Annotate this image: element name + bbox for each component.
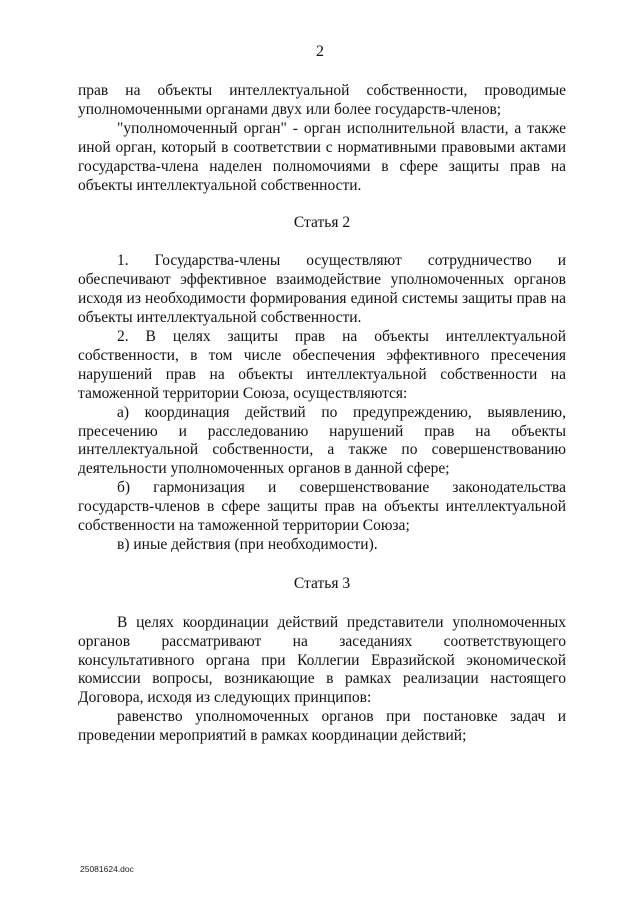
paragraph-definition: "уполномоченный орган" - орган исполнительной власти, а также иной орган, который в соответствии с нормативными правовыми актами государства-члена наделен полномочиями в сфере защиты прав на объекты интеллектуальной собственности.: [78, 119, 566, 194]
file-name-footer: 25081624.doc: [80, 864, 134, 874]
paragraph-subitem-v: в) иные действия (при необходимости).: [117, 535, 378, 553]
article-heading-3: Статья 3: [293, 574, 351, 592]
paragraph-continuation: прав на объекты интеллектуальной собственности, проводимые уполномоченными органами двух или более государств-членов;: [78, 82, 566, 118]
paragraph-principle-equality: равенство уполномоченных органов при постановке задач и проведении мероприятий в рамках координации действий;: [78, 708, 566, 745]
page-number: 2: [316, 43, 324, 60]
paragraph-subitem-b: б) гармонизация и совершенствование законодательства государств-членов в сфере защиты прав на объекты интеллектуальной собственности на таможенной территории Союза;: [78, 479, 566, 535]
paragraph-article3-intro: В целях координации действий представители уполномоченных органов рассматривают на заседаниях соответствующего консультативного органа при Коллегии Евразийской экономической комиссии вопросы, возникающие в рамках реализации настоящего Договора, исходя из следующих принципов:: [78, 613, 566, 707]
article-heading-2: Статья 2: [293, 214, 351, 232]
paragraph-article2-item1: 1. Государства-члены осуществляют сотрудничество и обеспечивают эффективное взаимодействие уполномоченных органов исходя из необходимости формирования единой системы защиты прав на объекты интеллектуальной собственности.: [78, 252, 566, 327]
paragraph-article2-item2: 2. В целях защиты прав на объекты интеллектуальной собственности, в том числе обеспечения эффективного пресечения нарушений прав на объекты интеллектуальной собственности на таможенной территории Союза, осуществляются:: [78, 327, 566, 402]
document-body: [78, 82, 566, 746]
paragraph-subitem-a: а) координация действий по предупреждению, выявлению, пресечению и расследованию нарушений прав на объекты интеллектуальной собственности, а также по совершенствованию деятельности уполномоченных органов в данной сфере;: [78, 403, 566, 478]
